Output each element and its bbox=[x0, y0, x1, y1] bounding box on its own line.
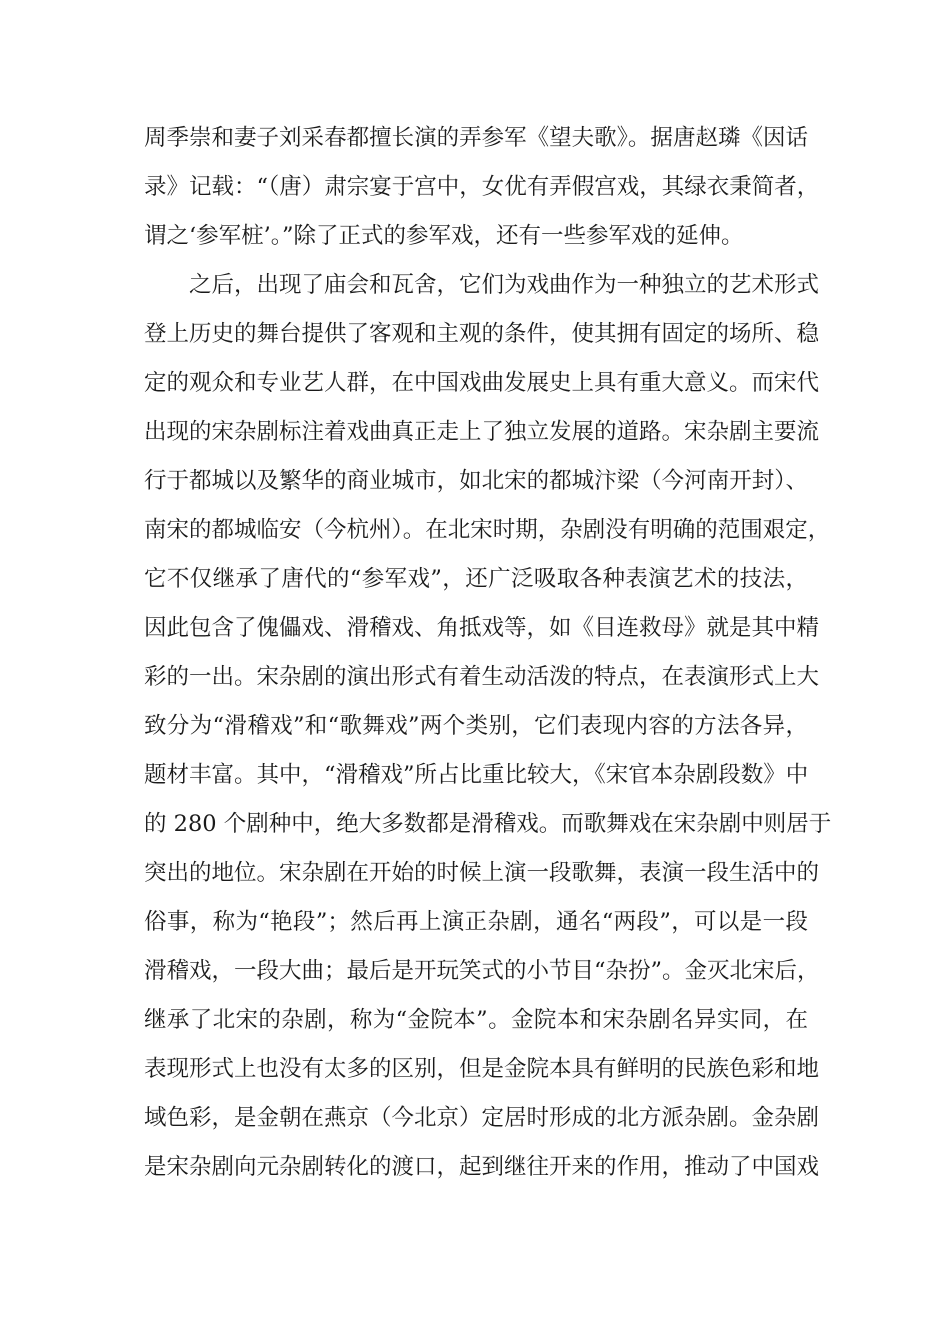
text-line: 因此包含了傀儡戏、滑稽戏、角抵戏等，如《目连救母》就是其中精 bbox=[144, 615, 820, 641]
text-line: 南宋的都城临安（今杭州）。在北宋时期，杂剧没有明确的范围艰定， bbox=[144, 517, 831, 543]
text-line: 录》记载：“（唐）肃宗宴于宫中，女优有弄假宫戏，其绿衣秉简者， bbox=[144, 174, 820, 200]
text-line: 行于都城以及繁华的商业城市，如北宋的都城汴梁（今河南开封）、 bbox=[144, 468, 808, 494]
text-line: 继承了北宋的杂剧，称为“金院本”。金院本和宋杂剧名异实同，在 bbox=[144, 1007, 808, 1033]
text-line: 周季崇和妻子刘采春都擅长演的弄参军《望夫歌》。据唐赵璘《因话 bbox=[144, 125, 808, 151]
text-line: 致分为“滑稽戏”和“歌舞戏”两个类别，它们表现内容的方法各异， bbox=[144, 713, 808, 739]
text-line: 表现形式上也没有太多的区别，但是金院本具有鲜明的民族色彩和地 bbox=[144, 1056, 820, 1082]
paragraph-1 bbox=[144, 114, 820, 261]
paragraph-2 bbox=[144, 261, 832, 1192]
text-line: 出现的宋杂剧标注着戏曲真正走上了独立发展的道路。宋杂剧主要流 bbox=[144, 419, 820, 445]
text-line: 是宋杂剧向元杂剧转化的渡口，起到继往开来的作用，推动了中国戏 bbox=[144, 1154, 820, 1180]
text-line: 它不仅继承了唐代的“参军戏”，还广泛吸取各种表演艺术的技法， bbox=[144, 566, 808, 592]
text-line: 的 280 个剧种中，绝大多数都是滑稽戏。而歌舞戏在宋杂剧中则居于 bbox=[144, 811, 832, 837]
text-line: 谓之‘参军桩’。”除了正式的参军戏，还有一些参军戏的延伸。 bbox=[144, 223, 744, 249]
text-line: 突出的地位。宋杂剧在开始的时候上演一段歌舞，表演一段生活中的 bbox=[144, 860, 820, 886]
text-line: 俗事，称为“艳段”；然后再上演正杂剧，通名“两段”，可以是一段 bbox=[144, 909, 808, 935]
body-text bbox=[144, 114, 832, 1192]
text-line: 定的观众和专业艺人群，在中国戏曲发展史上具有重大意义。而宋代 bbox=[144, 370, 820, 396]
text-line: 滑稽戏，一段大曲；最后是开玩笑式的小节目“杂扮”。金灭北宋后， bbox=[144, 958, 820, 984]
text-line: 域色彩，是金朝在燕京（今北京）定居时形成的北方派杂剧。金杂剧 bbox=[144, 1105, 820, 1131]
text-line: 题材丰富。其中，“滑稽戏”所占比重比较大，《宋官本杂剧段数》中 bbox=[144, 762, 809, 788]
text-line-indented: 之后，出现了庙会和瓦舍，它们为戏曲作为一种独立的艺术形式 bbox=[189, 272, 820, 298]
text-line: 彩的一出。宋杂剧的演出形式有着生动活泼的特点，在表演形式上大 bbox=[144, 664, 820, 690]
text-line: 登上历史的舞台提供了客观和主观的条件，使其拥有固定的场所、稳 bbox=[144, 321, 820, 347]
